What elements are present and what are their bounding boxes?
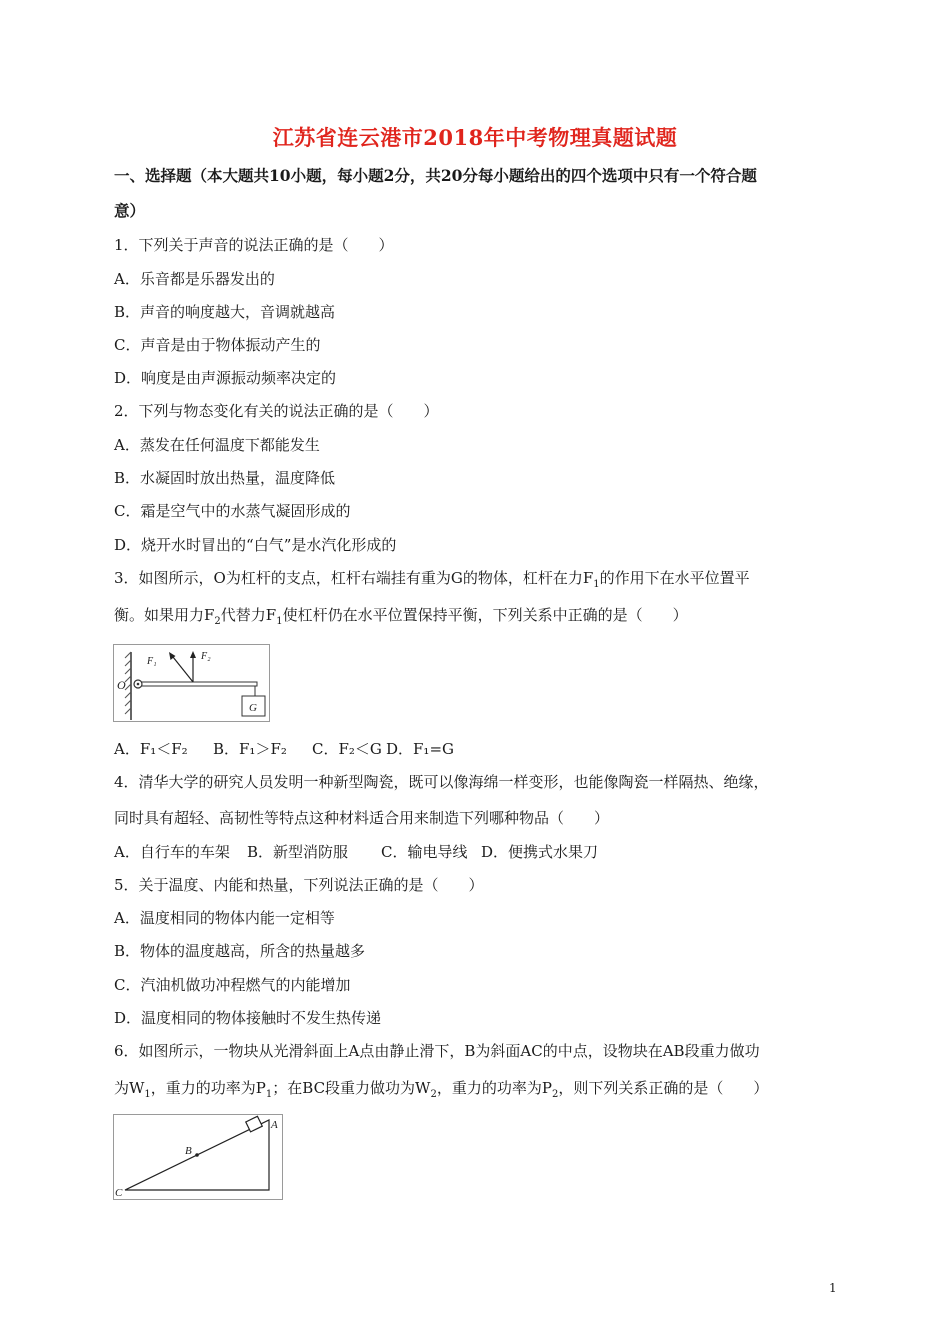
subscript: 1 (265, 1089, 273, 1100)
label-c: C (115, 1187, 123, 1199)
q4-option-c: C．输电导线 (381, 843, 468, 861)
q2-option-c: C．霜是空气中的水蒸气凝固形成的 (114, 502, 351, 520)
q4-stem-line2: 同时具有超轻、高韧性等特点这种材料适合用来制造下列哪种物品（ ） (114, 809, 610, 827)
q5-option-a: A．温度相同的物体内能一定相等 (114, 909, 335, 927)
q3-stem-line1 (114, 567, 750, 590)
subscript: 1 (276, 616, 283, 627)
label-f2: F₂ (201, 651, 211, 662)
q3-option-b: B．F₁＞F₂ (213, 740, 287, 758)
q1-option-a: A．乐音都是乐器发出的 (114, 270, 275, 288)
q2-stem: 2．下列与物态变化有关的说法正确的是（ ） (114, 402, 439, 420)
q1-stem: 1．下列关于声音的说法正确的是（ ） (114, 236, 394, 254)
subscript: 2 (214, 616, 221, 627)
lever-diagram (113, 644, 270, 722)
q2-option-d: D．烧开水时冒出的“白气”是水汽化形成的 (114, 536, 397, 554)
q4-option-a: A．自行车的车架 (114, 843, 230, 861)
q6-text: ，则下列关系正确的是（ ） (558, 1079, 769, 1097)
label-f1: F₁ (147, 656, 157, 667)
q6-text: 为W (114, 1079, 145, 1097)
q2-option-a: A．蒸发在任何温度下都能发生 (114, 436, 320, 454)
page-number: 1 (829, 1281, 837, 1295)
q3-text: 使杠杆仍在水平位置保持平衡，下列关系中正确的是（ ） (282, 606, 688, 624)
q1-option-b: B．声音的响度越大，音调就越高 (114, 303, 336, 321)
q6-stem-line2 (114, 1077, 768, 1100)
subscript: 2 (430, 1089, 437, 1100)
q5-option-b: B．物体的温度越高，所含的热量越多 (114, 942, 366, 960)
section-heading-line2: 意） (114, 201, 146, 220)
page-title: 江苏省连云港市2018年中考物理真题试题 (272, 125, 678, 150)
section-heading-line1: 一、选择题（本大题共10小题，每小题2分，共20分每小题给出的四个选项中只有一个符合题 (114, 166, 757, 185)
q6-text: ；在BC段重力做功为W (272, 1079, 431, 1097)
q2-option-b: B．水凝固时放出热量，温度降低 (114, 469, 336, 487)
q3-text: 衡。如果用力F (114, 606, 215, 624)
q4-option-b: B．新型消防服 (247, 843, 349, 861)
label-o: O (117, 678, 126, 692)
q3-option-a: A．F₁＜F₂ (114, 740, 188, 758)
label-a: A (271, 1119, 278, 1131)
q4-stem-line1: 4．清华大学的研究人员发明一种新型陶瓷，既可以像海绵一样变形，也能像陶瓷一样隔热、绝缘， (114, 773, 769, 791)
q1-option-c: C．声音是由于物体振动产生的 (114, 336, 321, 354)
q3-option-c: C．F₂＜G (312, 740, 382, 758)
q6-text: ，重力的功率为P (150, 1079, 266, 1097)
q3-text: 的作用下在水平位置平 (599, 569, 750, 587)
subscript: 1 (144, 1089, 151, 1100)
incline-diagram (113, 1114, 283, 1200)
q5-stem: 5．关于温度、内能和热量，下列说法正确的是（ ） (114, 876, 484, 894)
q3-text: 代替力F (220, 606, 277, 624)
q6-text: ，重力的功率为P (436, 1079, 552, 1097)
q3-option-d: D．F₁=G (386, 740, 454, 758)
q3-text: 3．如图所示，O为杠杆的支点，杠杆右端挂有重为G的物体，杠杆在力F (114, 569, 594, 587)
subscript: 2 (551, 1089, 559, 1100)
subscript: 1 (593, 579, 600, 590)
label-b: B (185, 1145, 192, 1157)
q1-option-d: D．响度是由声源振动频率决定的 (114, 369, 337, 387)
label-g: G (249, 702, 257, 714)
q6-stem-line1: 6．如图所示，一物块从光滑斜面上A点由静止滑下，B为斜面AC的中点，设物块在AB段重力做功 (114, 1042, 760, 1060)
q5-option-c: C．汽油机做功冲程燃气的内能增加 (114, 976, 351, 994)
q5-option-d: D．温度相同的物体接触时不发生热传递 (114, 1009, 382, 1027)
q4-option-d: D．便携式水果刀 (481, 843, 599, 861)
q3-stem-line2 (114, 604, 688, 627)
